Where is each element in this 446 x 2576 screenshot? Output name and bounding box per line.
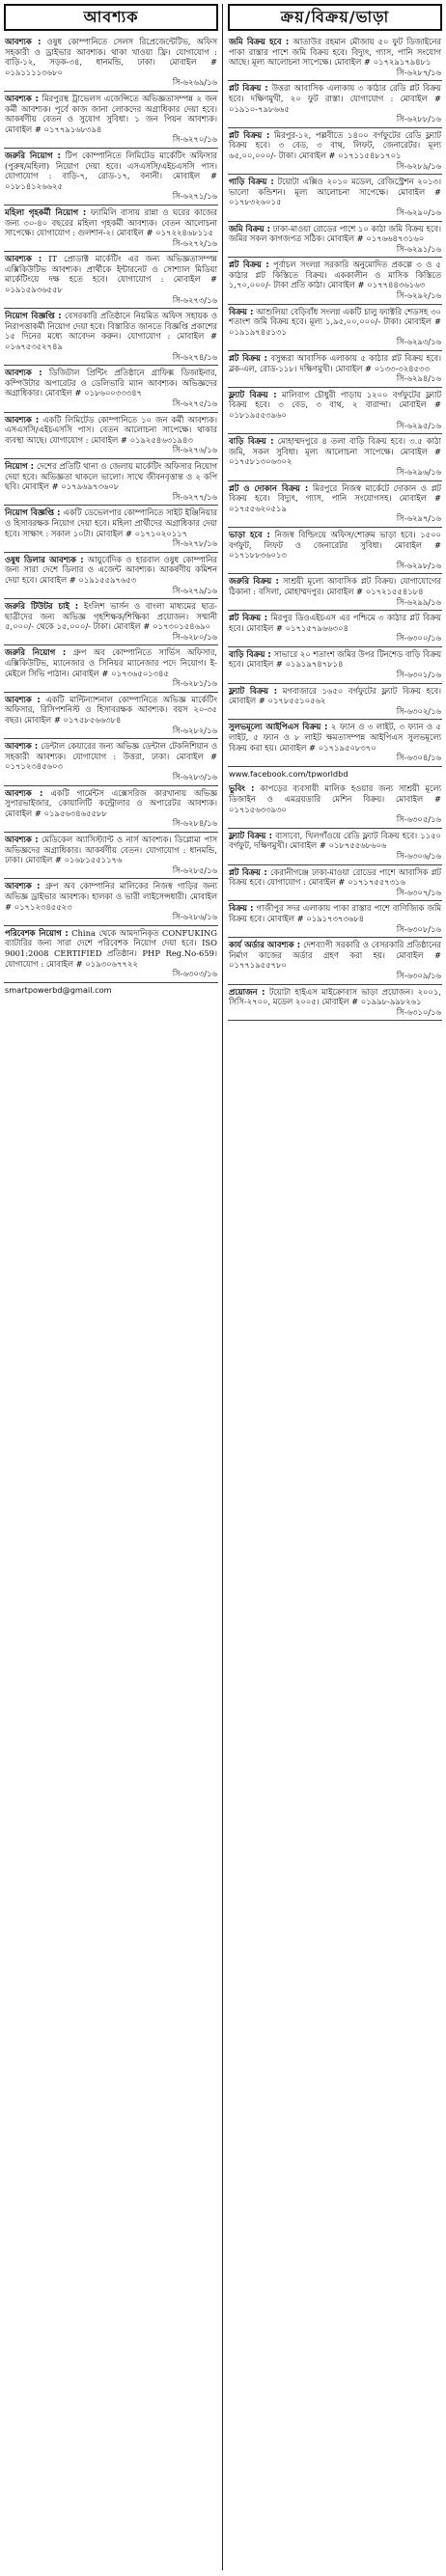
ad-heading: ভুবিং : <box>229 783 255 794</box>
ad-heading: জরুরি বিক্রয় : <box>229 576 279 587</box>
ad-code: সি-৬৩০৩/১৬ <box>172 969 217 979</box>
ad-code: সি-৬৩০২/১৬ <box>396 705 441 716</box>
ad-code: সি-৬২৯২/১৬ <box>396 290 441 301</box>
ad-body: মিরপুরস্থ ট্রাভেলস এজেন্সিতে অভিজ্ঞতাসম্পন্ন ২ জন কর্মী আবশ্যক। পূর্বে কাজ জানা লোকদের অগ্রাধিকার দেয়া হবে। আকর্ষণীয় বেতন ও সুযোগ সুবিধা। ১ জন পিয়ন আবশ্যক। মোবাইল # ০১৭৭৯১৬৮৩৯৪ <box>5 93 217 134</box>
ad-heading: আবশ্যক : <box>5 881 41 891</box>
ad-code: সি-৬২৯৫/১৬ <box>396 420 441 430</box>
ad-body: টয়োটা হাইএস মাইক্রোবাস ভাড়া প্রয়োজন। ২০০১, সিসি-২৭০০, মডেল ২০০৫। মোবাইল # ০১৯৯৮-৯৯৮২৬১ <box>229 986 441 1007</box>
ad-heading: বিক্রয় : <box>229 903 254 914</box>
ad-heading: বিক্রয় : <box>229 306 254 316</box>
classified-ad <box>228 481 442 528</box>
ad-code: সি-৬২৯৮/১৬ <box>396 560 441 570</box>
classified-ad <box>228 81 442 127</box>
ad-body: China থেকে আমদানিকৃত CONFUKING ব্যাটারির জন্য সারা দেশে পরিবেশক নিয়োগ দেয়া হবে। ISO 9001:2008 CERTIFIED প্রতিষ্ঠান। PHP Reg.No-659। যোগাযোগ : মোবাইল # ০১৯৩০৬৭৭২২ <box>5 927 217 969</box>
buy-sell-rent-header: ক্রয়/বিক্রয়/ভাড়া <box>228 4 442 31</box>
ad-code: সি-৬২৮৯/১৬ <box>396 160 441 171</box>
ad-heading: জমি বিক্রয় : <box>229 223 270 233</box>
ad-heading: আবশ্যক : <box>5 37 42 46</box>
ad-heading: আবশ্যক : <box>5 254 42 264</box>
ad-code: সি-৬২৮৭/১৬ <box>396 67 441 77</box>
contact-email[interactable]: smartpowerbd@gmail.com <box>5 984 112 995</box>
ad-code: সি-৬২৯০/১৬ <box>396 206 441 217</box>
ad-code: সি-৬২৮৬/১৬ <box>172 912 217 922</box>
classified-ad <box>228 388 442 434</box>
ad-body: টিপ কোম্পানিতে লিমিটেড মার্কেটিং অফিসার (পুরুষ/মহিলা) নিয়োগ দেয়া হবে। এসএসসি/এইচএসসি পাস। যোগাযোগ : বাড়ি-৭, রোড-১৭, বনানী। মোবাইল # ০১৮১৪১২৬৬২৫ <box>5 150 217 191</box>
classified-ad <box>4 206 218 252</box>
classified-ad <box>4 833 218 879</box>
ad-code: সি-৬২৭১/১৬ <box>172 191 217 202</box>
ad-body: গ্রুপ অব কোম্পানিতে সার্ভিস অফিসার, এক্সিকিউটিভ, ম্যানেজার ও সিনিয়র ম্যানেজার পদে নিয়োগ। ই-মেইলে সিভি পাঠান। মোবাইল # ০১৭৩৬৫০১৩৪৫ <box>5 647 217 678</box>
ad-body: দেশব্যাপী সরকারি ও বেসরকারি প্রতিষ্ঠানের নির্মাণ কাজের অর্ডার গ্রহণ করা হয়। মোবাইল # ০১৭৭১৯৫৫৭৮০ <box>229 940 442 971</box>
ad-body: মেডিকেল অ্যাসিস্ট্যান্ট ও নার্স আবশ্যক। ডিপ্লোমা পাস অভিজ্ঞদের অগ্রাধিকার। আকর্ষণীয় বেতন। যোগাযোগ : ধানমন্ডি, ঢাকা। মোবাইল # ০১৬৮১৫৫১১৭৬ <box>5 834 217 865</box>
ad-heading: প্লট বিক্রয় : <box>229 866 267 877</box>
ad-body: ফ্যামিলি বাসায় রান্না ও ঘরের কাজের জন্য ৩০-৪০ বছরের মহিলা গৃহকর্মী আবশ্যক। বেতন আলোচনা সাপেক্ষে। যোগাযোগ : গুলশান-২। মোবাইল # ০১৭২২৪৬৮১১৫ <box>5 206 217 238</box>
wanted-header: আবশ্যক <box>4 4 218 31</box>
ad-heading: ভাড়া হবে : <box>229 529 270 539</box>
ad-body: IT প্রোডাক্ট মার্কেটিং এর জন্য অভিজ্ঞতাসম্পন্ন এক্সিকিউটিভ আবশ্যক। প্রার্থীকে ইন্টারনেট ও সোশ্যাল মিডিয়া মার্কেটিংয়ে দক্ষ হতে হবে। যোগাযোগ : মোবাইল # ০১৯১৫৯৩৬৫৫৮ <box>5 254 217 295</box>
classified-ad <box>228 305 442 351</box>
ad-code: সি-৬৩০৭/১৬ <box>396 887 441 897</box>
ad-heading: কার্য অর্ডার আবশ্যক : <box>229 940 301 950</box>
ad-code: সি-৬২৭৬/১৬ <box>172 445 217 455</box>
classified-ad <box>4 366 218 412</box>
ad-heading: জরুরি নিয়োগ : <box>5 150 61 160</box>
ad-code: সি-৬২৭২/১৬ <box>172 237 217 248</box>
classified-ad <box>4 459 218 506</box>
ad-code: সি-৬২৭৮/১৬ <box>172 538 217 549</box>
ad-heading: নিয়োগ বিজ্ঞপ্তি : <box>5 507 61 518</box>
ad-heading: প্লট বিক্রয় : <box>229 83 268 94</box>
ad-heading: ফ্ল্যাট বিক্রয় : <box>229 830 273 840</box>
classified-ad <box>228 35 442 81</box>
ad-heading: আবশ্যক : <box>5 93 39 103</box>
ad-body: ২ ফ্যান ও ৩ লাইট, ৩ ফ্যান ও ৫ লাইট, ৫ ফ্যান ও ৮ লাইট ক্ষমতাসম্পন্ন আইপিএস সুলভমূল্যে বিক্রয় করা হয়। মোবাইল # ০১৭১৯৫০৮৩৭০ <box>229 722 441 753</box>
ad-heading: প্লট বিক্রয় : <box>229 129 270 140</box>
sale-ad-list-2 <box>228 781 442 1021</box>
ad-heading: প্লট বিক্রয় : <box>229 613 268 623</box>
ad-body: বাসাবো, খিলগাঁওয়ে রেডি ফ্ল্যাট বিক্রয় হবে। ১১৫০ বর্গফুট, দক্ষিণমুখী। মোবাইল # ০১৮৭৫৫৬৮৬০৬ <box>229 830 441 851</box>
ad-body: সাভারে ২০ শতাংশ জমির উপর টিনশেড বাড়ি বিক্রয় হবে। মোবাইল # ০১৯১৯৭৪৭৮১৪ <box>229 648 441 670</box>
ad-body: গাজীপুর সদর এলাকায় পাকা রাস্তার পাশে বাণিজ্যিক জমি বিক্রয় হবে। মোবাইল # ০১৯১৭৩৭৩৬৮৪ <box>229 903 441 923</box>
ad-code: সি-৬৩০৬/১৬ <box>396 850 441 861</box>
classified-ad <box>4 926 218 983</box>
classified-ad <box>4 413 218 459</box>
classified-ad <box>228 720 442 766</box>
ad-code: সি-৬৩০৫/১৬ <box>396 814 441 825</box>
ad-heading: আবশ্যক : <box>5 694 41 704</box>
ad-body: মিরপুর ডিওএইচএস এর পশ্চিমে ৩ কাঠার প্লট বিক্রয় হবে। মোবাইল # ০১৭১৫৭৯৬৬৩০৪ <box>229 613 441 633</box>
classified-ad <box>228 528 442 574</box>
ad-code: সি-৬২৭৪/১৬ <box>172 351 217 362</box>
ad-code: সি-৬২৭৭/১৬ <box>172 491 217 502</box>
ad-heading: প্লট বিক্রয় : <box>229 353 267 364</box>
classified-ad <box>228 351 442 388</box>
ad-heading: জমি বিক্রয় হবে : <box>229 37 290 46</box>
ad-code: সি-৬২৯৬/১৬ <box>396 466 441 477</box>
classified-ad <box>228 258 442 304</box>
classified-ad <box>4 693 218 739</box>
classified-ad <box>228 574 442 611</box>
ad-body: মিরপুর-১২, পল্লবীতে ১৪০০ বর্গফুটের রেডি ফ্ল্যাট বিক্রয় হবে। ৩ বেড, ৩ বাথ, লিফট, জেনারেটর। মূল্য ৬৫,০০,০০০/- টাকা। মোবাইল # ০১৭১১৫৪৮১৭০১ <box>229 129 441 160</box>
ad-code: সি-৬২৯১/১৬ <box>396 243 441 254</box>
classified-ad <box>228 611 442 647</box>
classified-ad <box>4 309 218 366</box>
ad-code: সি-৬৩১০/১৬ <box>396 1006 441 1017</box>
ad-body: একটি গার্মেন্টস এক্সেসরিজ কারখানায় অভিজ্ঞ সুপারভাইজার, কোয়ালিটি কন্ট্রোলার ও অপারেটর আবশ্যক। মোবাইল # ০১৯৫৬৩৪৬৫৫৮৮ <box>5 787 217 818</box>
ad-code: সি-৬২৮২/১৬ <box>172 725 217 735</box>
ad-heading: গাড়ি বিক্রয় : <box>229 177 274 187</box>
classified-ad <box>4 506 218 552</box>
ad-code: সি-৬৩০০/১৬ <box>396 633 441 644</box>
ad-code: সি-৬৩০৪/১৬ <box>396 753 441 763</box>
ad-body: কেরানীগঞ্জে ঢাকা-মাওয়া রোডের পাশে আবাসিক প্লট বিক্রয় হবে। যোগাযোগ : মোবাইল # ০১৭১৭৫৫৭৩১৬ <box>229 866 441 888</box>
ad-body: টয়োটা এক্সিও ২০১০ মডেল, রেজিস্ট্রেশন ২০১৩। ভালো কন্ডিশন। মূল্য আলোচনা সাপেক্ষে। মোবাইল # ০১৭৮৩২৬০১৫ <box>229 177 441 207</box>
classified-ad <box>4 553 218 599</box>
ad-body: কাপড়ের ব্যবসায়ী মালিক হওয়ার জন্য সাশ্রয়ী মূল্যে ডিজাইন ও এমব্রয়ডারি মেশিন বিক্রয়। মোবাইল # ০১৭১৫৬৩৩৯৩০ <box>229 783 441 814</box>
ad-code: সি-৬২৯৯/১৬ <box>396 596 441 607</box>
classified-ad <box>228 128 442 175</box>
classified-ad <box>4 35 218 92</box>
ad-code: সি-৬২৯৩/১৬ <box>396 337 441 347</box>
ad-body: ইংলিশ ভার্সন ও বাংলা মাধ্যমের ছাত্র-ছাত্রীদের জন্য অভিজ্ঞ গৃহশিক্ষক/শিক্ষিকা প্রয়োজন। সম্মানী ৫,০০০/- থেকে ১৫,০০০/- টাকা। মোবাইল # ০১৭৩০১৫৪৬৯০ <box>5 601 217 632</box>
ad-code: সি-৬২৭০/১৬ <box>172 134 217 145</box>
ad-body: ডিজিটাল প্রিন্টিং প্রতিষ্ঠানে গ্রাফিক্স ডিজাইনার, কম্পিউটার অপারেটর ও ডেলিভারি ম্যান আবশ্যক। অভিজ্ঞদের অগ্রাধিকার। মোবাইল # ০১৮৬০০৩৩৩৪৭ <box>5 368 217 398</box>
buy-sell-rent-column <box>228 4 442 1021</box>
ad-heading: আবশ্যক : <box>5 787 43 798</box>
ad-code: সি-৬২৮৪/১৬ <box>172 818 217 829</box>
classified-ad <box>4 879 218 925</box>
ad-heading: আবশ্যক : <box>5 741 39 752</box>
ad-code: সি-৬২৬৯/১৬ <box>172 77 217 88</box>
ad-body: আশুলিয়া বেড়িবাঁধ সংলগ্ন একটি চালু ফ্যাক্টরি শেডসহ ৩০ শতাংশ জমি বিক্রয় হবে। মূল্য ১,৯৫,০০,০০০/- টাকা। মোবাইল # ০১৯১৯৭৪৫১৩১ <box>229 306 441 337</box>
ad-code: সি-৬৩০১/১৬ <box>396 670 441 680</box>
ad-heading: প্লট বিক্রয় : <box>229 260 269 270</box>
classified-ad <box>228 434 442 480</box>
ad-body: গ্রুপ অব কোম্পানির মালিকের নিজস্ব গাড়ির জন্য অভিজ্ঞ ড্রাইভার আবশ্যক। হালকা ও ভারী লাইসেন্সধারী। মোবাইল # ০১৭১২৩৪৫৫২৩ <box>5 881 217 912</box>
ad-code: সি-৬২৭৩/১৬ <box>172 294 217 305</box>
ad-body: মোহাম্মদপুরে ৪ তলা বাড়ি বিক্রয় হবে। ৩.৫ কাঠা জমি, সকল সুবিধা। মূল্য আলোচনা সাপেক্ষে। মোবাইল # ০১৭৫৮১৩০৬৩০২ <box>229 436 442 467</box>
ad-body: ডেন্টাল কেয়ারের জন্য অভিজ্ঞ ডেন্টাল টেকনিশিয়ান ও সহকারী আবশ্যক। যোগাযোগ : উত্তরা, ঢাকা। মোবাইল # ০১৭১২৩৪৫৬০৩ <box>5 741 217 772</box>
ad-body: মিরপুরে নিজস্ব মার্কেটে দোকান ও প্লট বিক্রয় হবে। বিদ্যুৎ, গ্যাস, পানি সংযোগসহ। মোবাইল # ০১৭৫৫৬২০৫১৯ <box>229 482 441 513</box>
ad-heading: আবশ্যক : <box>5 368 42 378</box>
ad-body: মালিবাগ চৌধুরী পাড়ায় ১২০০ বর্গফুটের ফ্ল্যাট বিক্রয় হবে। ৩ বেড, ৩ বাথ, ২ বারান্দা। মোবাইল # ০১৮১৯৫৫৩৯৬০ <box>229 389 442 420</box>
ad-heading: সুলভমূল্যে আইপিএস বিক্রয় : <box>229 722 328 732</box>
ad-body: পূর্বাচল সংলগ্ন সরকারি অনুমোদিত প্রকল্পে ৩ ও ৫ কাঠার প্লট কিস্তিতে বিক্রয়। এককালীন ও মাসিক কিস্তিতে ১,৭০,০০০/- টাকা প্রতি কাঠা। মোবাইল # ০১৭৭৪৪৩৬১৬৩ <box>229 260 441 290</box>
ad-code: সি-৬২৯৭/১৬ <box>396 513 441 524</box>
ad-heading: বাড়ি বিক্রয় : <box>229 648 271 659</box>
ad-heading: আবশ্যক : <box>5 414 40 425</box>
ad-code: সি-৬২৭৯/১৬ <box>172 585 217 595</box>
ad-code: সি-৬২৮০/১৬ <box>172 631 217 642</box>
ad-body: ওষুধ কোম্পানিতে সেলস রিপ্রেজেন্টেটিভ, অফিস সহকারী ও ড্রাইভার আবশ্যক। থাকা খাওয়া ফ্রি। যোগাযোগ : বাড়ি-১২, সড়ক-৩৪, ধানমন্ডি, ঢাকা। মোবাইল # ০১৯১১১১৩৬৮০ <box>5 37 217 77</box>
ad-body: আতাউর রহমান মৌজায় ৫০ ফুট ডিজাইনের পাকা রাস্তার পাশে জমি বিক্রয় হবে। বিদ্যুৎ, গ্যাস, পানি সংযোগ আছে। মূল্য আলোচনা সাপেক্ষে। মোবাইল # ০১৭২৯১৭৯৪৮১ <box>229 37 441 68</box>
classified-ad <box>228 175 442 221</box>
ad-heading: ফ্ল্যাট বিক্রয় : <box>229 685 278 696</box>
ad-body: একটি ডেভেলপার কোম্পানিতে সাইট ইঞ্জিনিয়ার ও হিসাবরক্ষক নিয়োগ দেয়া হবে। মহিলা প্রার্থীদের অগ্রাধিকার দেয়া হবে। সাক্ষাৎ : সকাল ১০টা। মোবাইল # ০১৭১০২০১১৭ <box>5 507 217 538</box>
classified-ad <box>4 645 218 692</box>
ad-heading: নিয়োগ বিজ্ঞপ্তি : <box>5 311 62 321</box>
ad-body: নিজস্ব বিল্ডিংয়ে অফিস/শোরুম ভাড়া হবে। ১৫০০ বর্গফুট, লিফট ও জেনারেটর সুবিধা। মোবাইল # ০১৭১৮৮৩৬০১৩ <box>229 529 441 561</box>
column-divider <box>222 4 223 2570</box>
ad-heading: জরুরি নিয়োগ : <box>5 647 67 658</box>
ad-code: সি-৬২৮৮/১৬ <box>396 114 441 124</box>
classified-ad <box>228 781 442 828</box>
ad-body: দেশের প্রতিটি থানা ও জেলায় মার্কেটিং অফিসার নিয়োগ দেয়া হবে। অভিজ্ঞতা থাকলে ভালো। সাথে জীবনবৃত্তান্ত ও ২ কপি ছবি। মোবাইল # ০১৭৯৬৯৭৩৬০৮ <box>5 460 217 492</box>
classified-ad <box>4 599 218 645</box>
ad-body: সাশ্রয়ী মূল্যে আবাসিক প্লট বিক্রয়। যোগাযোগের ঠিকানা : বসিলা, মোহাম্মদপুর। মোবাইল # ০১৭২১৫৫৪১৮৪ <box>229 576 441 596</box>
ad-heading: আবশ্যক : <box>5 834 39 844</box>
classified-ad <box>4 786 218 833</box>
ad-code: সি-৬২৯৪/১৬ <box>396 373 441 384</box>
classified-ad <box>228 865 442 902</box>
ad-body: বেসরকারি প্রতিষ্ঠানে নিয়মিত অফিস সহায়ক ও নিরাপত্তাকর্মী নিয়োগ দেয়া হবে। বিস্তারিত জানতে বিজ্ঞপ্তি প্রকাশের ১৫ দিনের মধ্যে আবেদন করুন। যোগাযোগ : মোবাইল # ০১৬৭৫৩৫২৭৪৯ <box>5 311 217 352</box>
classified-ad <box>228 985 442 1022</box>
classified-ad <box>4 149 218 206</box>
classified-ad <box>228 684 442 721</box>
ad-body: উত্তরা আবাসিক এলাকায় ৩ কাঠার রেডি প্লট বিক্রয় হবে। দক্ষিণমুখী, ২০ ফুট রাস্তা। যোগাযোগ : মোবাইল # ০১৯১০-৭৯৮৬৬৫ <box>229 83 441 114</box>
wanted-ad-list <box>4 35 218 983</box>
ad-code: সি-৬২৭৫/১৬ <box>172 398 217 408</box>
ad-body: বসুন্ধরা আবাসিক এলাকায় ৫ কাঠার প্লট বিক্রয় হবে। ব্লক-এল, রোড-১১৮। দক্ষিণমুখী। মোবাইল # ০১৩৩-৩২৪৫৩৩ <box>229 353 441 373</box>
ad-heading: বাড়ি বিক্রয় : <box>229 436 274 447</box>
classified-ad <box>228 222 442 259</box>
ad-code: সি-৬৩০৮/১৬ <box>396 923 441 934</box>
classified-ad <box>228 901 442 938</box>
classified-ad <box>228 647 442 684</box>
ad-body: একটি মাল্টিন্যাশনাল কোম্পানিতে অভিজ্ঞ মার্কেটিং অফিসার, রিসিপশনিস্ট ও হিসাবরক্ষক আবশ্যক। বয়স ২০-৩৫ বছর। মোবাইল # ০১৭৫৮৫৬৬৩৮৪ <box>5 694 217 726</box>
ad-heading: পরিবেশক নিয়োগ : <box>5 927 69 938</box>
ad-heading: ফ্ল্যাট বিক্রয় : <box>229 389 277 399</box>
ad-body: ঢাকা-মাওয়া রোডের পাশে ১০ কাঠা জমি বিক্রয় হবে। জমির সকল কাগজপত্র সঠিক। মোবাইল # ০১৭৬৬৪৭৩১৬০ <box>229 223 442 244</box>
facebook-link[interactable]: www.facebook.com/tpworldbd <box>229 768 348 779</box>
wanted-column <box>4 4 218 998</box>
classified-ad <box>4 252 218 309</box>
classified-ad <box>228 938 442 984</box>
ad-heading: প্লট ও দোকান বিক্রয় : <box>229 482 309 493</box>
ad-heading: প্রয়োজন : <box>229 986 265 997</box>
ad-code: সি-৬২৮১/১৬ <box>172 678 217 689</box>
sale-ad-list <box>228 35 442 767</box>
ad-body: আয়ুর্বেদিক ও হারবাল ওষুধ কোম্পানির জন্য সারা দেশে ডিলার ও এজেন্ট আবশ্যক। আকর্ষণীয় কমিশন দেয়া হবে। মোবাইল # ০১৯১৫৫৯৭৬৫৩ <box>5 554 217 585</box>
ad-heading: জরুরি টিউটর চাই : <box>5 601 79 612</box>
ad-body: একটি লিমিটেড কোম্পানিতে ১০ জন কর্মী আবশ্যক। এসএসসি/এইচএসসি পাস। বেতন আলোচনা সাপেক্ষে। থাকার ব্যবস্থা আছে। যোগাযোগ : মোবাইল # ০১৯২৫৪৬৩১৯৪৩ <box>5 414 217 445</box>
classified-ad <box>228 829 442 865</box>
ad-code: সি-৬২৮৫/১৬ <box>172 864 217 875</box>
classified-ad <box>4 739 218 785</box>
ad-code: সি-৬২৮৩/১৬ <box>172 772 217 781</box>
ad-heading: মহিলা গৃহকর্মী নিয়োগ : <box>5 206 87 217</box>
ad-body: মগবাজারে ১৬৫০ বর্গফুটের ফ্ল্যাট বিক্রয় হবে। মোবাইল # ০১৭৮৫৫১০৫৬২ <box>229 685 441 706</box>
classified-ad <box>4 92 218 149</box>
ad-heading: ওষুধ ডিলার আবশ্যক : <box>5 554 84 564</box>
ad-heading: নিয়োগ : <box>5 460 35 471</box>
ad-code: সি-৬৩০৯/১৬ <box>396 970 441 980</box>
